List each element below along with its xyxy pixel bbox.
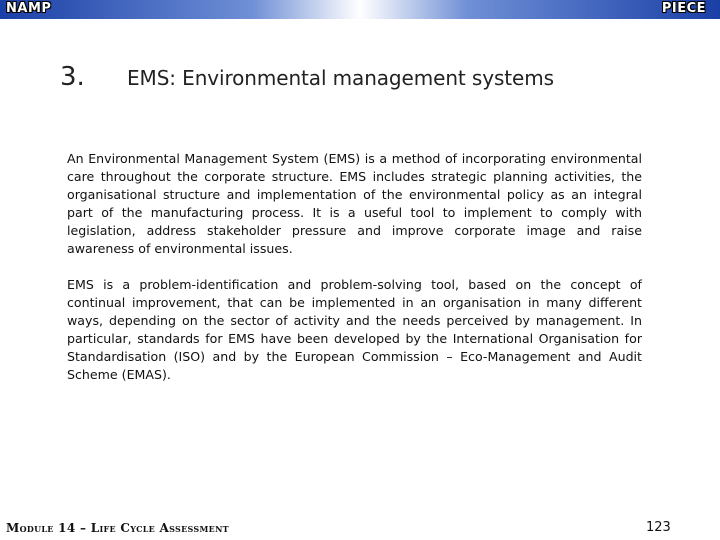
slide-title: EMS: Environmental management systems xyxy=(127,66,554,90)
header-right-label: PIECE xyxy=(661,1,706,16)
header-bar xyxy=(0,0,720,19)
slide-number: 3. xyxy=(60,62,85,92)
body-paragraph: An Environmental Management System (EMS) is a method of incorporating environmental care throughout the corporate structure. EMS includes strategic planning activities, the organisational structure and implementation of the environmental policy as an integral part of the manufacturing process. It is a useful tool to implement to comply with legislation, address stakeholder pressure and improve corporate image and raise awareness of environmental issues. xyxy=(67,151,642,256)
body-paragraph: EMS is a problem-identification and problem-solving tool, based on the concept of continual improvement, that can be implemented in an organisation in many different ways, depending on the sector of activity and the needs perceived by management. In particular, standards for EMS have been developed by the International Organisation for Standardisation (ISO) and by the European Commission – Eco-Management and Audit Scheme (EMAS). xyxy=(67,277,642,382)
page-number: 123 xyxy=(646,520,671,535)
header-left-label: NAMP xyxy=(6,1,52,16)
footer-module-label: Module 14 – Life Cycle Assessment xyxy=(6,521,229,535)
